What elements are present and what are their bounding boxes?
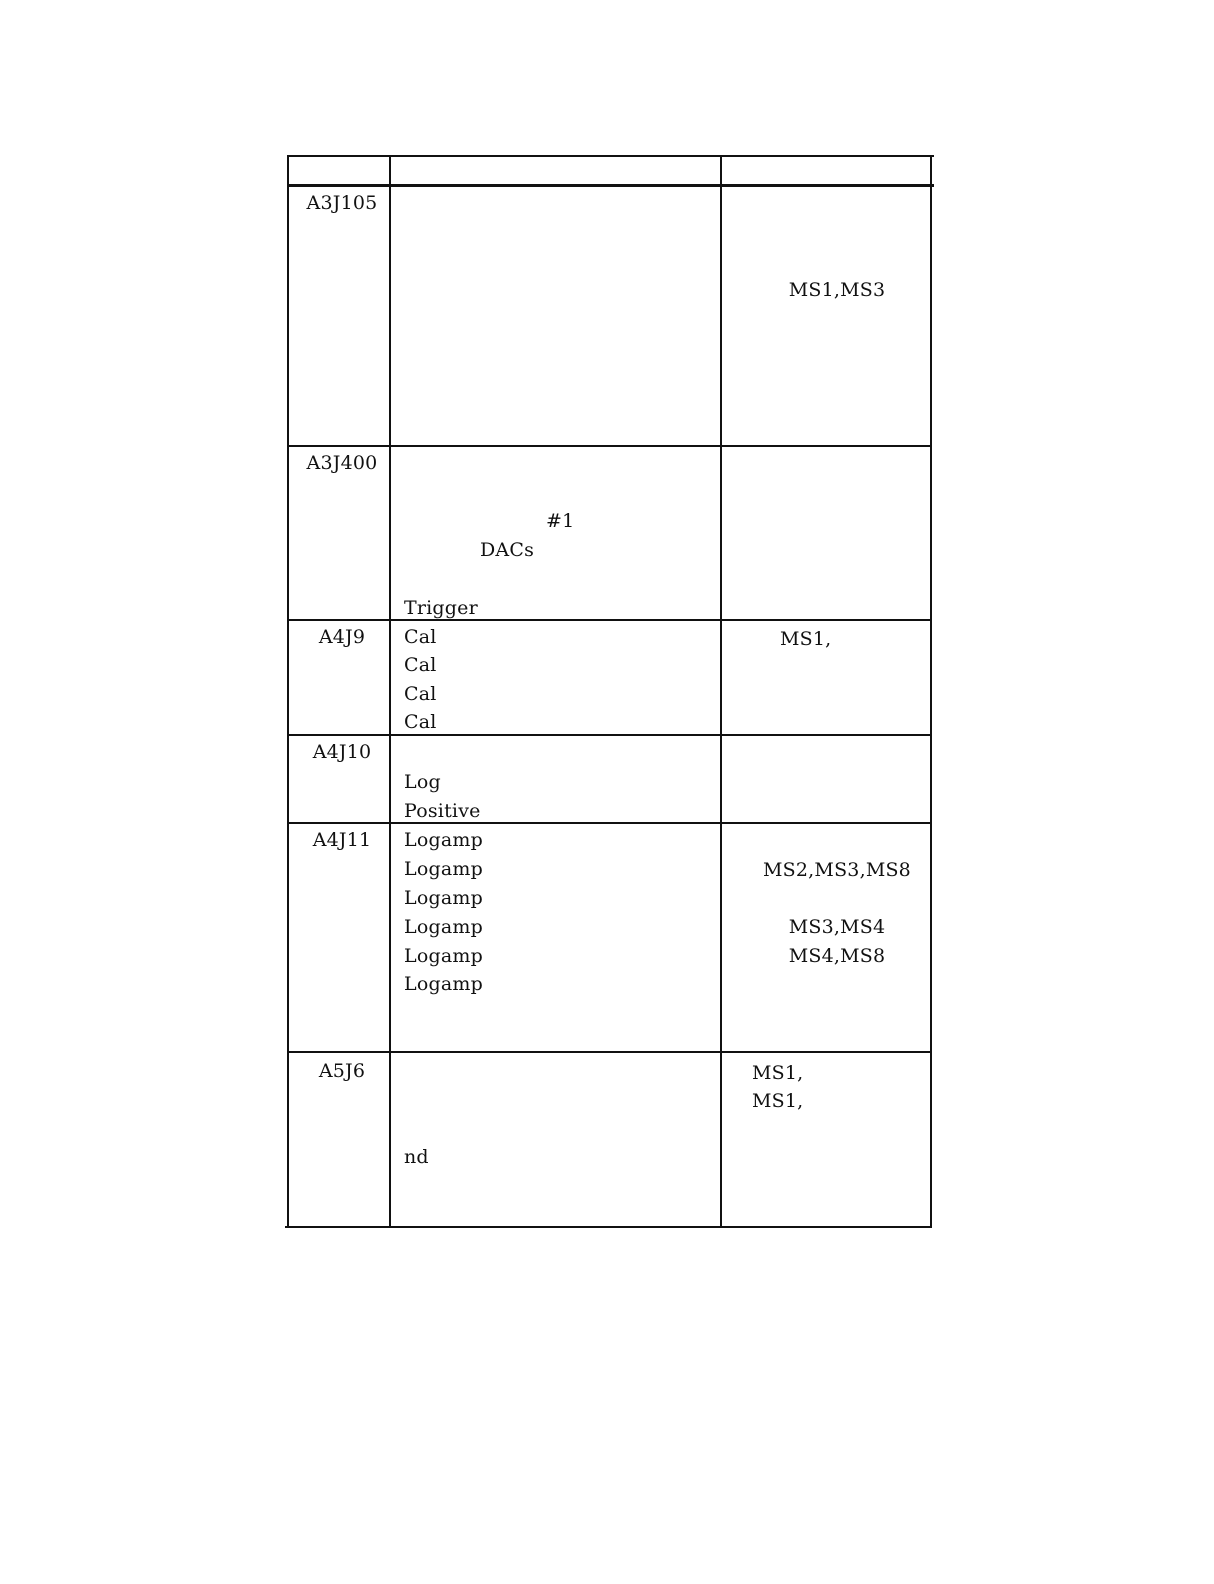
table-row-ref: A4J11 [312,829,372,851]
table-row-ms: MS1, [752,1090,804,1112]
table-row-desc: Cal [404,711,437,733]
table-row-desc: Logamp [404,916,483,938]
column-rule-right [930,155,932,1228]
table-row-ref: A3J400 [306,452,378,474]
table-bottom-rule [285,1226,932,1228]
table-row-desc: Log [404,771,441,793]
table-row-desc: DACs [480,539,535,561]
table-row-ms: MS1,MS3 [788,279,886,301]
row-divider [289,822,932,824]
table-row-ref: A4J9 [318,626,366,648]
table-row-desc: Trigger [404,597,478,619]
table-row-ms: MS1, [780,628,832,650]
row-divider [289,734,932,736]
table-top-rule [289,155,934,157]
column-rule-left [287,155,289,1227]
row-divider [289,619,932,621]
table-row-desc: Logamp [404,887,483,909]
table-row-desc: Logamp [404,858,483,880]
table-row-ms: MS2,MS3,MS8 [763,859,911,881]
column-rule-desc-ms [720,155,722,1228]
table-row-ref: A3J105 [306,192,378,214]
table-row-ref: A5J6 [318,1060,366,1082]
table-row-desc: Logamp [404,945,483,967]
table-row-desc: Cal [404,626,437,648]
table-row-desc: nd [404,1146,429,1168]
table-row-desc: Positive [404,800,481,822]
table-row-desc: Cal [404,654,437,676]
table-row-desc: Cal [404,683,437,705]
header-bottom-rule [289,184,934,187]
table-row-desc: Logamp [404,973,483,995]
row-divider [289,1051,932,1053]
table-row-ms: MS4,MS8 [788,945,886,967]
table-row-ms: MS3,MS4 [788,916,886,938]
table-row-desc: #1 [546,510,575,532]
table-row-desc: Logamp [404,829,483,851]
table-row-ms: MS1, [752,1062,804,1084]
table-row-ref: A4J10 [312,741,372,763]
row-divider [289,445,932,447]
